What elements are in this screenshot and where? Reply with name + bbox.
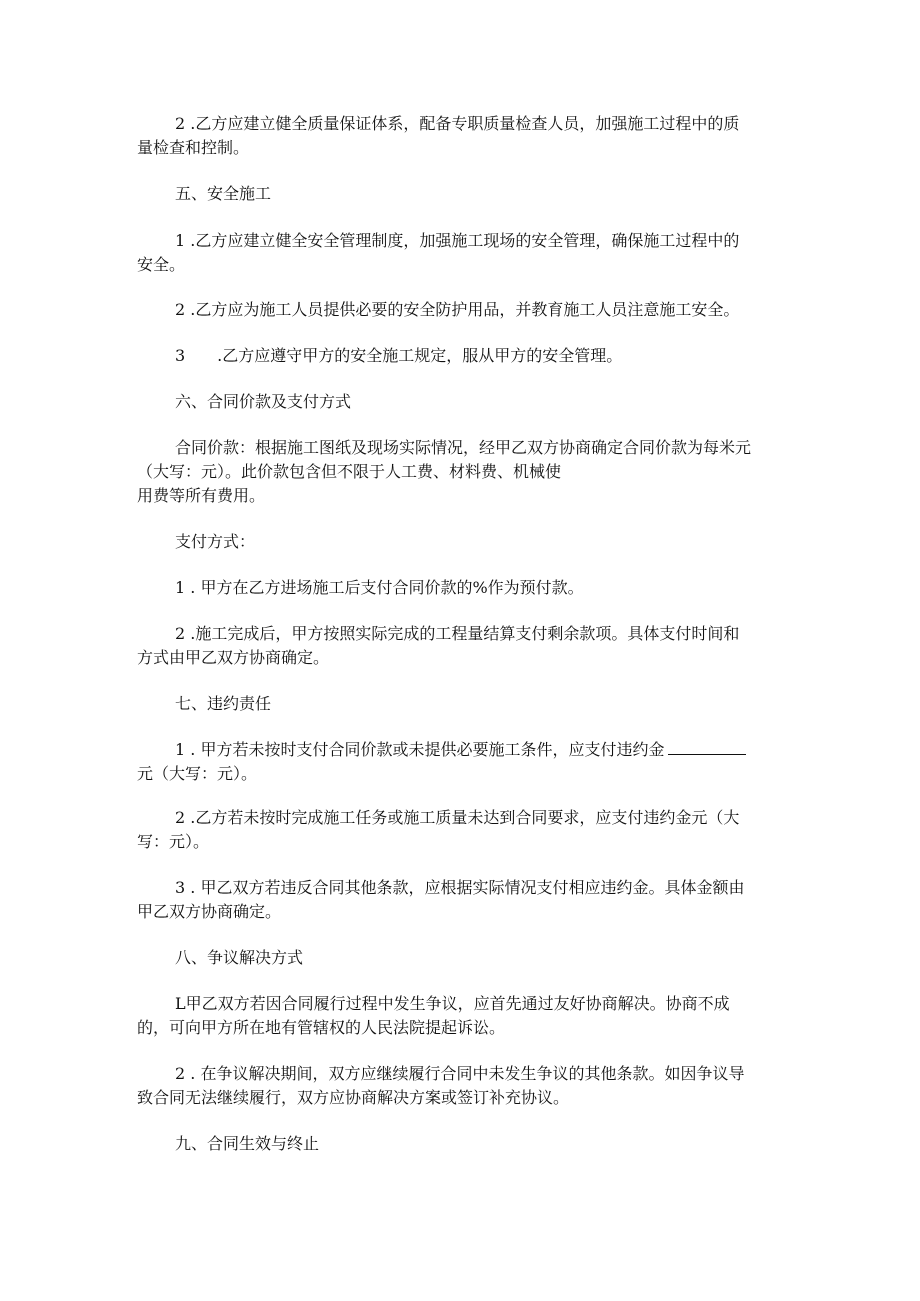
clause-breach-1	[137, 738, 787, 786]
text-line: 1 .乙方应建立健全安全管理制度，加强施工现场的安全管理，确保施工过程中的	[175, 231, 740, 250]
clause-payment-2	[137, 622, 787, 670]
heading-text: 八、争议解决方式	[175, 948, 304, 967]
text-line: L甲乙双方若因合同履行过程中发生争议，应首先通过友好协商解决。协商不成	[175, 994, 730, 1013]
section-heading-5	[137, 182, 787, 206]
heading-text: 七、违约责任	[175, 694, 272, 713]
section-heading-8	[137, 946, 787, 970]
clause-safety-1	[137, 229, 787, 277]
text-line: 3 .乙方应遵守甲方的安全施工规定，服从甲方的安全管理。	[175, 346, 623, 365]
text-line: 合同价款：根据施工图纸及现场实际情况，经甲乙双方协商确定合同价款为每米元	[175, 438, 752, 457]
text-line: 用费等所有费用。	[137, 486, 266, 505]
text-line: 量检查和控制。	[137, 138, 250, 157]
text-line: 1 . 甲方在乙方进场施工后支付合同价款的%作为预付款。	[175, 578, 584, 597]
clause-quality-2	[137, 112, 787, 160]
text-line: 写：元）。	[137, 832, 210, 851]
text-line: 致合同无法继续履行，双方应协商解决方案或签订补充协议。	[137, 1088, 570, 1107]
clause-breach-2	[137, 806, 787, 854]
section-heading-7	[137, 692, 787, 716]
clause-dispute-2	[137, 1062, 787, 1110]
heading-text: 六、合同价款及支付方式	[175, 392, 352, 411]
text-line: 2 .乙方应建立健全质量保证体系，配备专职质量检查人员，加强施工过程中的质	[175, 114, 740, 133]
clause-dispute-1	[137, 992, 787, 1040]
text-line: 方式由甲乙双方协商确定。	[137, 648, 330, 667]
clause-contract-price	[137, 436, 787, 508]
fill-in-blank	[668, 740, 746, 755]
section-heading-9	[137, 1132, 787, 1156]
text-line: 3 . 甲乙双方若违反合同其他条款，应根据实际情况支付相应违约金。具体金额由	[175, 878, 745, 897]
text-line	[137, 738, 787, 762]
heading-text: 五、安全施工	[175, 184, 272, 203]
section-heading-6	[137, 390, 787, 414]
payment-method-label	[137, 530, 787, 554]
text-line: 2 .乙方若未按时完成施工任务或施工质量未达到合同要求，应支付违约金元（大	[175, 808, 740, 827]
clause-safety-3	[137, 344, 787, 368]
text-fragment: 1 . 甲方若未按时支付合同价款或未提供必要施工条件，应支付违约金	[175, 740, 665, 759]
heading-text: 九、合同生效与终止	[175, 1134, 320, 1153]
text-line: （大写：元）。此价款包含但不限于人工费、材料费、机械使	[137, 462, 562, 481]
text-line: 甲乙双方协商确定。	[137, 902, 282, 921]
clause-breach-3	[137, 876, 787, 924]
text-line: 安全。	[137, 255, 186, 274]
clause-safety-2	[137, 298, 787, 322]
text-line: 2 . 在争议解决期间，双方应继续履行合同中未发生争议的其他条款。如因争议导	[175, 1064, 745, 1083]
text-line: 支付方式：	[175, 532, 256, 551]
text-line: 2 .乙方应为施工人员提供必要的安全防护用品，并教育施工人员注意施工安全。	[175, 300, 740, 319]
text-line: 的，可向甲方所在地有管辖权的人民法院提起诉讼。	[137, 1018, 506, 1037]
text-line: 2 .施工完成后，甲方按照实际完成的工程量结算支付剩余款项。具体支付时间和	[175, 624, 740, 643]
text-line: 元（大写：元）。	[137, 764, 258, 783]
clause-payment-1	[137, 576, 787, 600]
